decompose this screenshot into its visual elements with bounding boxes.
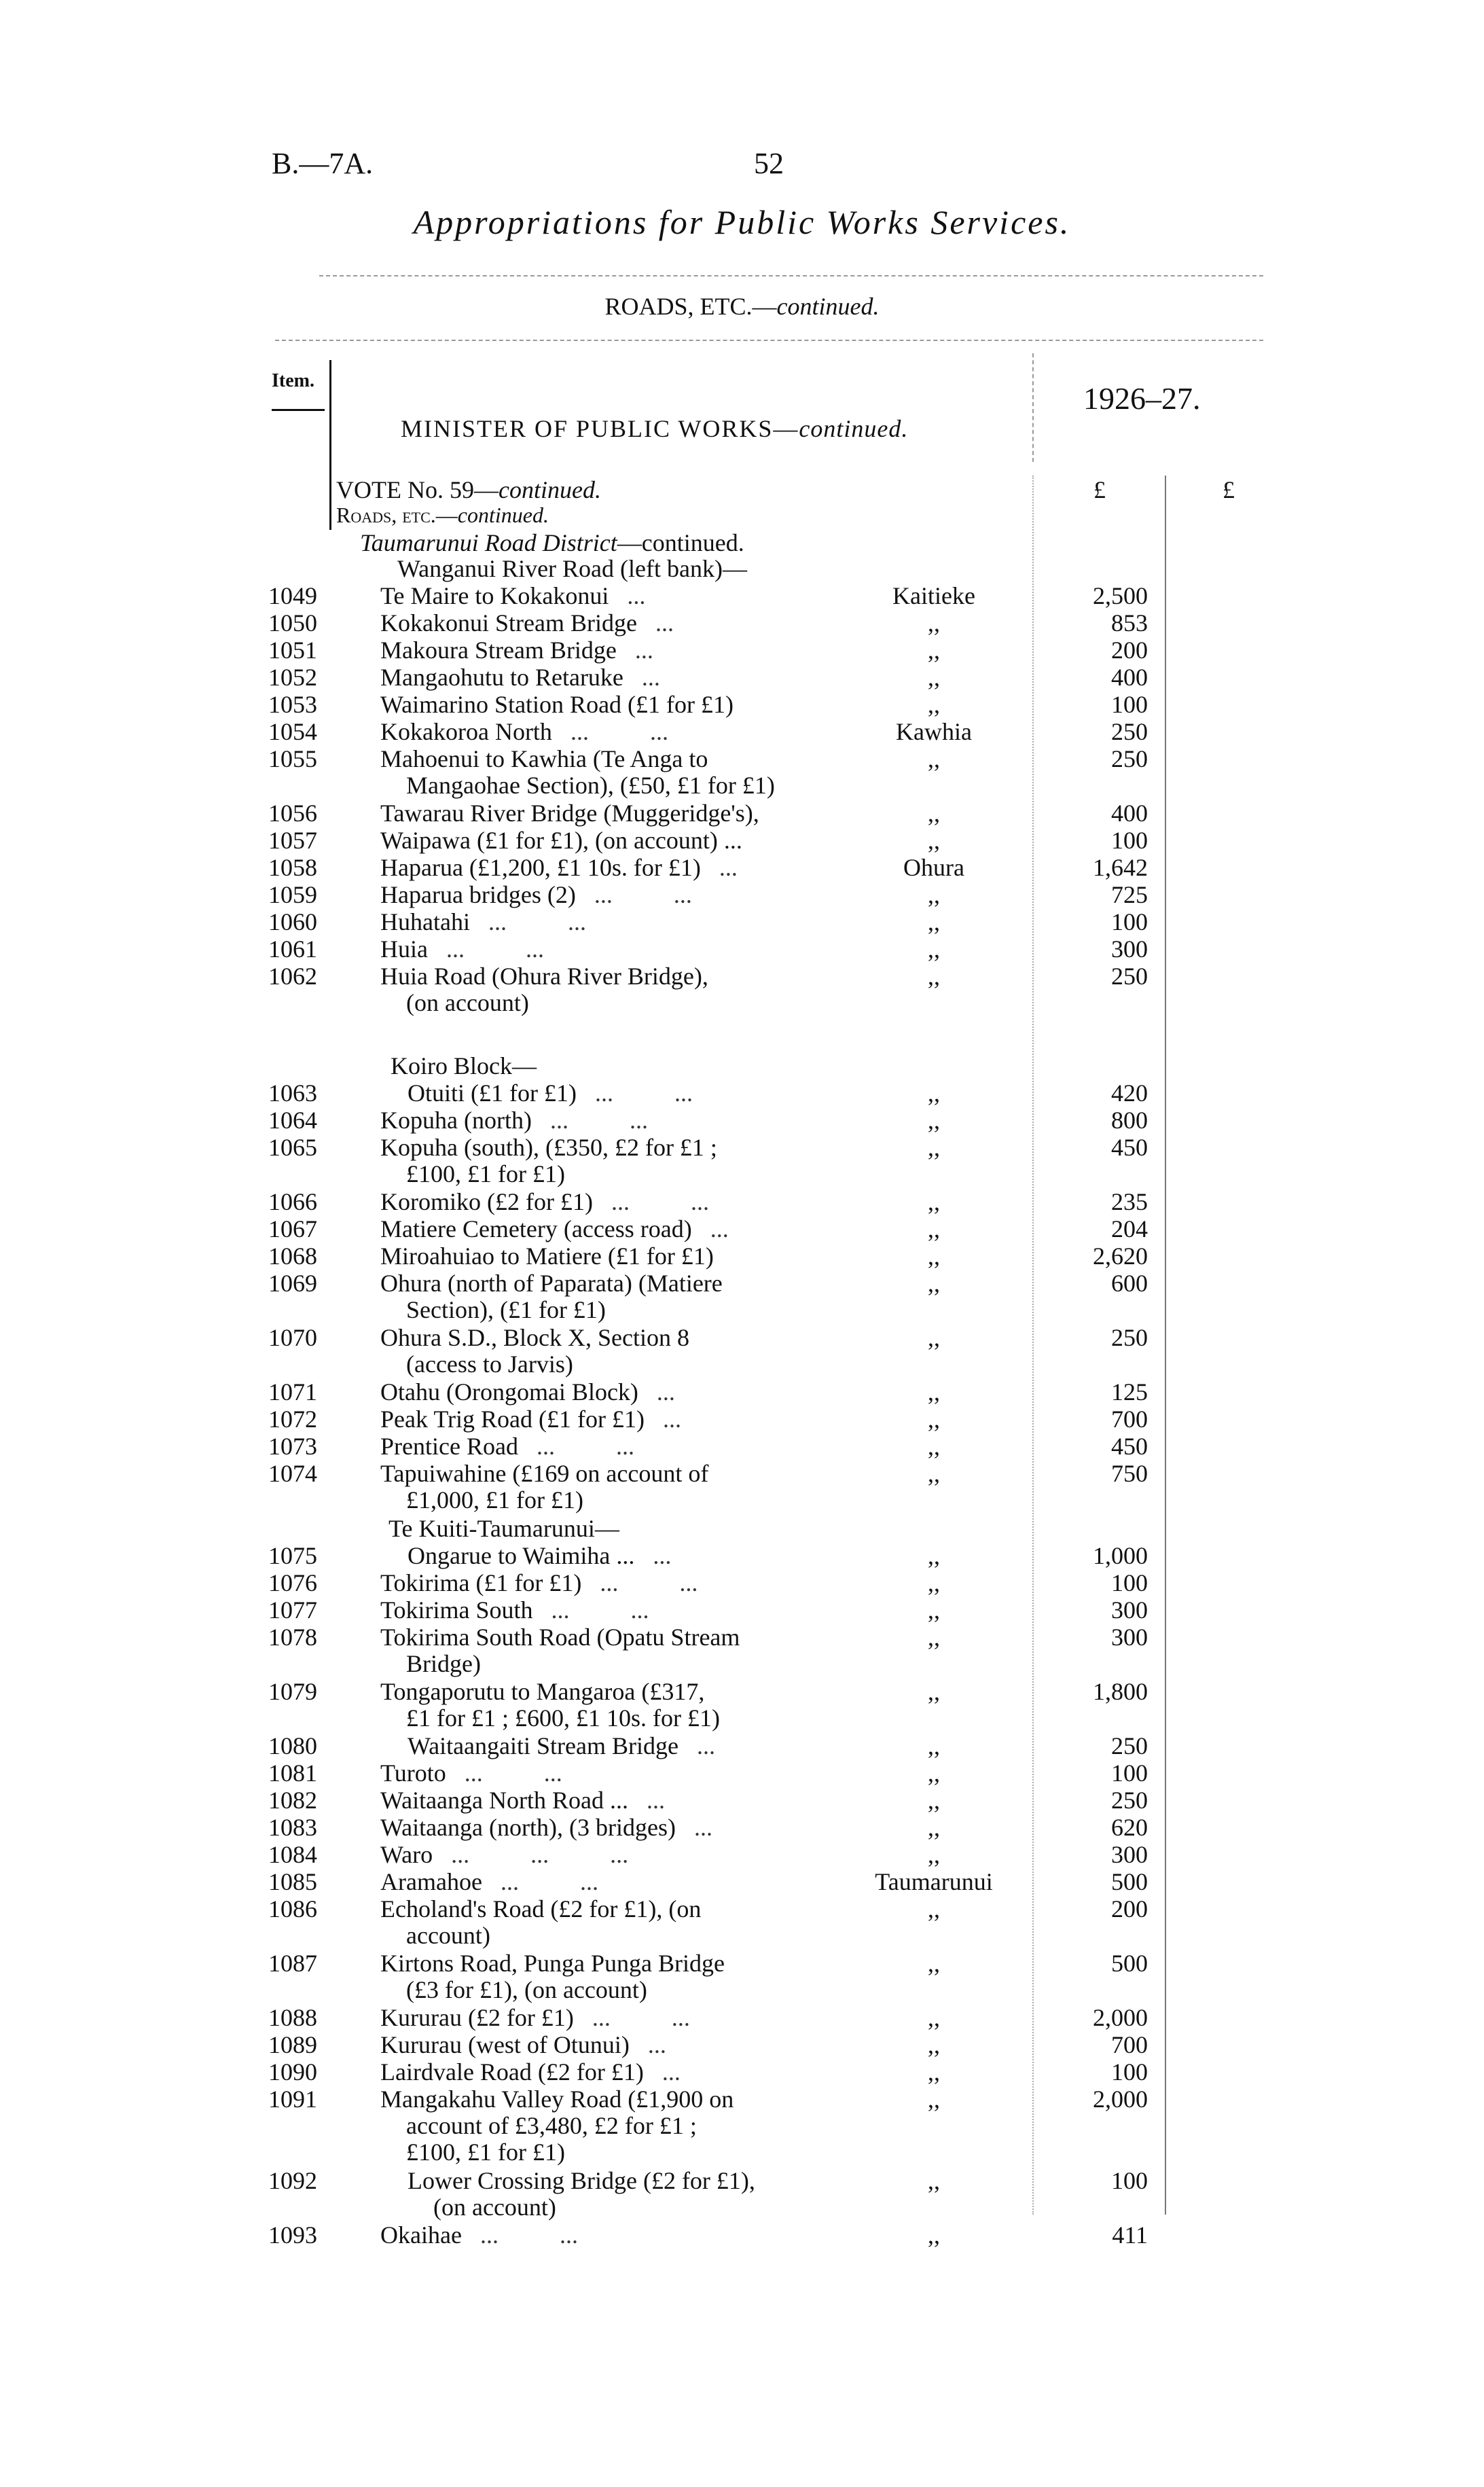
road-district: ,,	[928, 1814, 940, 1841]
item-description	[380, 909, 835, 935]
item-description	[380, 746, 835, 799]
leader-dots: ...	[653, 1542, 672, 1569]
amount: 250	[1111, 963, 1148, 990]
item-number: 1082	[268, 1787, 317, 1814]
amount: 420	[1111, 1079, 1148, 1107]
item-description	[380, 963, 835, 1016]
leader-dots: ... ...	[500, 1868, 598, 1895]
road-district: ,,	[928, 1841, 940, 1868]
amount-total-divider	[1165, 476, 1166, 2215]
item-description	[380, 2032, 835, 2058]
road-district: ,,	[928, 1787, 940, 1814]
item-number: 1061	[268, 935, 317, 963]
item-description	[408, 2168, 835, 2221]
item-number: 1066	[268, 1188, 317, 1215]
description-line: Miroahuiao to Matiere (£1 for £1)	[380, 1242, 714, 1270]
description-continuation: (on account)	[406, 989, 529, 1016]
item-description	[380, 583, 835, 609]
description-line: Okaihae ... ...	[380, 2221, 578, 2249]
item-description	[408, 1080, 835, 1107]
item-number: 1068	[268, 1242, 317, 1270]
road-district: ,,	[928, 2167, 940, 2194]
road-district: ,,	[928, 1596, 940, 1624]
amount: 2,000	[1093, 2086, 1148, 2113]
roads-main: Roads, etc.—	[336, 503, 458, 527]
item-number: 1087	[268, 1950, 317, 1977]
document-reference: B.—7A.	[272, 147, 374, 180]
leader-dots: ... ...	[536, 1433, 634, 1460]
item-number: 1051	[268, 637, 317, 664]
road-district: ,,	[928, 1542, 940, 1569]
road-district: ,,	[928, 935, 940, 963]
road-district: ,,	[928, 2086, 940, 2113]
description-continuation: Mangaohae Section), (£50, £1 for £1)	[406, 772, 775, 799]
item-description	[380, 637, 835, 664]
item-number: 1073	[268, 1433, 317, 1460]
amount: 1,642	[1093, 854, 1148, 881]
item-number: 1057	[268, 827, 317, 854]
item-number: 1089	[268, 2031, 317, 2058]
description-line: Kokakonui Stream Bridge ...	[380, 609, 674, 637]
item-description	[380, 2222, 835, 2249]
road-district: ,,	[928, 2031, 940, 2058]
item-description	[380, 1406, 835, 1433]
road-district: ,,	[928, 691, 940, 718]
district-heading	[360, 529, 744, 557]
amount: 250	[1111, 1732, 1148, 1759]
description-line: Waimarino Station Road (£1 for £1)	[380, 691, 734, 718]
item-number: 1079	[268, 1678, 317, 1705]
description-line: Waitaangaiti Stream Bridge ...	[408, 1732, 715, 1759]
description-line: Tokirima South ... ...	[380, 1596, 649, 1624]
leader-dots: ... ...	[479, 2221, 578, 2249]
amount: 250	[1111, 1324, 1148, 1351]
road-district: ,,	[928, 1678, 940, 1705]
road-district: ,,	[928, 664, 940, 691]
description-line: Lower Crossing Bridge (£2 for £1),	[408, 2167, 755, 2194]
description-line: Te Maire to Kokakonui ...	[380, 582, 646, 609]
item-description	[380, 936, 835, 963]
item-number: 1050	[268, 609, 317, 637]
description-line: Aramahoe ... ...	[380, 1868, 598, 1895]
item-number: 1074	[268, 1460, 317, 1487]
leader-dots: ... ...	[464, 1759, 562, 1787]
road-district: ,,	[928, 637, 940, 664]
description-line: Ohura S.D., Block X, Section 8	[380, 1324, 689, 1351]
description-line: Prentice Road ... ...	[380, 1433, 634, 1460]
amount: 300	[1111, 935, 1148, 963]
road-district: ,,	[928, 1378, 940, 1406]
year-column-header: 1926–27.	[1083, 381, 1201, 416]
description-line: Waitaanga North Road ... ...	[380, 1787, 665, 1814]
item-number: 1067	[268, 1215, 317, 1242]
leader-dots: ... ...	[551, 1596, 649, 1624]
amount: 411	[1112, 2221, 1148, 2249]
leader-dots: ...	[719, 854, 738, 881]
leader-dots: ... ...	[488, 908, 586, 935]
road-district: ,,	[928, 2004, 940, 2031]
description-continuation: £100, £1 for £1)	[406, 1160, 565, 1187]
description-line: Otahu (Orongomai Block) ...	[380, 1378, 675, 1406]
subtitle-continued: continued.	[776, 293, 880, 320]
amount: 200	[1111, 1895, 1148, 1922]
road-district: ,,	[928, 1242, 940, 1270]
description-line: Tapuiwahine (£169 on account of	[380, 1460, 709, 1487]
description-line: Makoura Stream Bridge ...	[380, 637, 653, 664]
tekuiti-group-heading: Te Kuiti-Taumarunui—	[388, 1515, 619, 1542]
amount: 300	[1111, 1596, 1148, 1624]
item-number: 1065	[268, 1134, 317, 1161]
description-continuation: Bridge)	[406, 1650, 481, 1677]
year-column-divider	[1032, 353, 1034, 462]
leader-dots: ... ...	[611, 1188, 709, 1215]
description-line: Kirtons Road, Punga Punga Bridge	[380, 1950, 725, 1977]
leader-dots: ...	[696, 1732, 715, 1759]
description-line: Haparua (£1,200, £1 10s. for £1) ...	[380, 854, 738, 881]
description-line: Kopuha (south), (£350, £2 for £1 ;	[380, 1134, 717, 1161]
item-description	[380, 719, 835, 745]
item-number: 1081	[268, 1759, 317, 1787]
description-line: Huhatahi ... ...	[380, 908, 586, 935]
road-district: ,,	[928, 1732, 940, 1759]
item-description	[380, 1270, 835, 1323]
road-district: ,,	[928, 827, 940, 854]
road-district: ,,	[928, 1950, 940, 1977]
amount: 700	[1111, 2031, 1148, 2058]
amount: 620	[1111, 1814, 1148, 1841]
minister-main: MINISTER OF PUBLIC WORKS—	[401, 415, 799, 442]
item-description	[380, 1189, 835, 1215]
description-line: Kururau (£2 for £1) ... ...	[380, 2004, 690, 2031]
item-description	[380, 1461, 835, 1514]
leader-dots: ...	[634, 637, 653, 664]
item-description	[408, 1733, 835, 1759]
amount: 100	[1111, 827, 1148, 854]
leader-dots: ... ...	[592, 2004, 690, 2031]
road-district: ,,	[928, 1759, 940, 1787]
item-column-divider	[329, 360, 331, 530]
road-district: ,,	[928, 1569, 940, 1596]
amount: 2,500	[1093, 582, 1148, 609]
description-line: Mangakahu Valley Road (£1,900 on	[380, 2086, 734, 2113]
item-description	[380, 800, 835, 827]
road-district: Kaitieke	[892, 582, 975, 609]
subtitle-main: ROADS, ETC.—	[604, 293, 777, 320]
amount: 250	[1111, 718, 1148, 745]
district-amount-divider	[1032, 476, 1034, 2215]
item-description	[380, 2086, 835, 2166]
item-description	[380, 827, 835, 854]
road-district: ,,	[928, 1324, 940, 1351]
road-district: ,,	[928, 1270, 940, 1297]
item-number: 1063	[268, 1079, 317, 1107]
page-number: 52	[754, 147, 784, 180]
vote-main: VOTE No. 59—	[336, 476, 499, 503]
road-district: ,,	[928, 1433, 940, 1460]
item-number: 1052	[268, 664, 317, 691]
description-line: Huia Road (Ohura River Bridge),	[380, 963, 708, 990]
item-description	[380, 1243, 835, 1270]
item-header-rule	[272, 409, 325, 411]
description-line: Echoland's Road (£2 for £1), (on	[380, 1895, 702, 1922]
road-district: ,,	[928, 1215, 940, 1242]
item-description	[380, 1597, 835, 1624]
vote-continued: continued.	[498, 476, 601, 503]
description-continuation: £1 for £1 ; £600, £1 10s. for £1)	[406, 1704, 720, 1732]
road-district: ,,	[928, 963, 940, 990]
item-description	[380, 855, 835, 881]
item-number: 1091	[268, 2086, 317, 2113]
leader-dots: ...	[647, 1787, 665, 1814]
description-continuation: (£3 for £1), (on account)	[406, 1976, 647, 2003]
description-line: Tokirima South Road (Opatu Stream	[380, 1624, 740, 1651]
item-number: 1086	[268, 1895, 317, 1922]
leader-dots: ... ...	[549, 1107, 648, 1134]
description-line: Tongaporutu to Mangaroa (£317,	[380, 1678, 705, 1705]
item-number: 1083	[268, 1814, 317, 1841]
item-description	[380, 610, 835, 637]
amount: 700	[1111, 1406, 1148, 1433]
description-continuation: (access to Jarvis)	[406, 1350, 573, 1378]
item-number: 1053	[268, 691, 317, 718]
leader-dots: ...	[627, 582, 646, 609]
item-column-header: Item.	[272, 370, 314, 391]
item-description	[380, 664, 835, 691]
leader-dots: ... ...	[594, 1079, 693, 1107]
description-continuation: account of £3,480, £2 for £1 ;	[406, 2112, 697, 2139]
item-number: 1059	[268, 881, 317, 908]
item-description	[380, 1379, 835, 1406]
description-line: Ongarue to Waimiha ... ...	[408, 1542, 672, 1569]
road-district: ,,	[928, 1079, 940, 1107]
leader-dots: ...	[662, 2058, 681, 2086]
amount: 100	[1111, 2058, 1148, 2086]
item-description	[380, 2005, 835, 2031]
item-description	[380, 1842, 835, 1868]
item-number: 1062	[268, 963, 317, 990]
item-number: 1078	[268, 1624, 317, 1651]
road-district: ,,	[928, 1460, 940, 1487]
road-district: ,,	[928, 908, 940, 935]
leader-dots: ...	[663, 1406, 681, 1433]
description-line: Waro ... ... ...	[380, 1841, 629, 1868]
amount: 100	[1111, 908, 1148, 935]
item-number: 1060	[268, 908, 317, 935]
item-number: 1049	[268, 582, 317, 609]
amount: 750	[1111, 1460, 1148, 1487]
amount: 2,620	[1093, 1242, 1148, 1270]
amount: 1,800	[1093, 1678, 1148, 1705]
item-number: 1072	[268, 1406, 317, 1433]
road-district: ,,	[928, 1895, 940, 1922]
leader-dots: ... ...	[446, 935, 544, 963]
amount: 800	[1111, 1107, 1148, 1134]
description-line: Kokakoroa North ... ...	[380, 718, 668, 745]
vote-heading	[336, 476, 601, 504]
section-subtitle	[0, 292, 1484, 321]
leader-dots: ... ...	[600, 1569, 698, 1596]
item-description	[380, 1950, 835, 2003]
wanganui-group-heading: Wanganui River Road (left bank)—	[397, 555, 747, 582]
item-description	[380, 1787, 835, 1814]
road-district: ,,	[928, 745, 940, 772]
item-number: 1070	[268, 1324, 317, 1351]
description-line: Peak Trig Road (£1 for £1) ...	[380, 1406, 681, 1433]
amount: 400	[1111, 800, 1148, 827]
item-description	[380, 882, 835, 908]
leader-dots: ...	[647, 2031, 666, 2058]
minister-continued: continued.	[799, 415, 909, 442]
item-number: 1054	[268, 718, 317, 745]
description-continuation: £1,000, £1 for £1)	[406, 1486, 583, 1514]
road-district: Kawhia	[896, 718, 972, 745]
item-description	[380, 1896, 835, 1949]
district-continued: —continued.	[617, 529, 744, 556]
item-description	[380, 1679, 835, 1732]
description-line: Haparua bridges (2) ... ...	[380, 881, 692, 908]
item-description	[380, 1760, 835, 1787]
item-description	[380, 1570, 835, 1596]
item-number: 1084	[268, 1841, 317, 1868]
description-continuation: £100, £1 for £1)	[406, 2139, 565, 2166]
road-district: ,,	[928, 800, 940, 827]
amount: 100	[1111, 1569, 1148, 1596]
description-line: Waitaanga (north), (3 bridges) ...	[380, 1814, 712, 1841]
description-line: Matiere Cemetery (access road) ...	[380, 1215, 729, 1242]
amount: 100	[1111, 691, 1148, 718]
leader-dots: ... ... ...	[451, 1841, 629, 1868]
item-number: 1069	[268, 1270, 317, 1297]
amount: 500	[1111, 1950, 1148, 1977]
road-district: ,,	[928, 1107, 940, 1134]
road-district: ,,	[928, 1188, 940, 1215]
pound-sign-column-2: £	[1223, 476, 1235, 503]
item-number: 1064	[268, 1107, 317, 1134]
leader-dots: ... ...	[570, 718, 668, 745]
description-line: Kururau (west of Otunui) ...	[380, 2031, 666, 2058]
item-description	[408, 1543, 835, 1569]
table-top-rule	[275, 340, 1263, 341]
item-number: 1088	[268, 2004, 317, 2031]
item-number: 1058	[268, 854, 317, 881]
item-description	[380, 692, 835, 718]
description-continuation: Section), (£1 for £1)	[406, 1296, 606, 1323]
description-line: Huia ... ...	[380, 935, 544, 963]
description-line: Tawarau River Bridge (Muggeridge's),	[380, 800, 759, 827]
roads-heading	[336, 503, 549, 528]
amount: 250	[1111, 1787, 1148, 1814]
road-district: ,,	[928, 2221, 940, 2249]
road-district: ,,	[928, 609, 940, 637]
road-district: ,,	[928, 2058, 940, 2086]
amount: 450	[1111, 1433, 1148, 1460]
title-divider	[319, 275, 1263, 276]
district-name: Taumarunui Road District	[360, 529, 617, 556]
leader-dots: ...	[710, 1215, 729, 1242]
item-number: 1090	[268, 2058, 317, 2086]
amount: 300	[1111, 1841, 1148, 1868]
amount: 725	[1111, 881, 1148, 908]
item-number: 1077	[268, 1596, 317, 1624]
amount: 100	[1111, 1759, 1148, 1787]
item-number: 1075	[268, 1542, 317, 1569]
description-line: Mahoenui to Kawhia (Te Anga to	[380, 745, 708, 772]
road-district: Ohura	[903, 854, 964, 881]
description-line: Otuiti (£1 for £1) ... ...	[408, 1079, 693, 1107]
description-line: Lairdvale Road (£2 for £1) ...	[380, 2058, 681, 2086]
road-district: ,,	[928, 1406, 940, 1433]
description-line: Turoto ... ...	[380, 1759, 562, 1787]
item-number: 1080	[268, 1732, 317, 1759]
amount: 204	[1111, 1215, 1148, 1242]
amount: 125	[1111, 1378, 1148, 1406]
description-line: Tokirima (£1 for £1) ... ...	[380, 1569, 698, 1596]
item-number: 1056	[268, 800, 317, 827]
description-line: Kopuha (north) ... ...	[380, 1107, 648, 1134]
item-description	[380, 1433, 835, 1460]
item-description	[380, 1814, 835, 1841]
item-number: 1093	[268, 2221, 317, 2249]
description-line: Waipawa (£1 for £1), (on account) ...	[380, 827, 742, 854]
koiro-group-heading: Koiro Block—	[391, 1052, 537, 1079]
description-continuation: (on account)	[433, 2194, 556, 2221]
item-number: 1092	[268, 2167, 317, 2194]
amount: 1,000	[1093, 1542, 1148, 1569]
road-district: ,,	[928, 881, 940, 908]
roads-continued: continued.	[457, 503, 549, 527]
item-description	[380, 1869, 835, 1895]
amount: 2,000	[1093, 2004, 1148, 2031]
item-number: 1071	[268, 1378, 317, 1406]
leader-dots: ...	[641, 664, 660, 691]
item-description	[380, 2059, 835, 2086]
leader-dots: ...	[655, 609, 674, 637]
item-description	[380, 1134, 835, 1187]
leader-dots: ... ...	[594, 881, 692, 908]
description-line: Koromiko (£2 for £1) ... ...	[380, 1188, 709, 1215]
amount: 400	[1111, 664, 1148, 691]
minister-heading	[401, 414, 908, 443]
description-line: Ohura (north of Paparata) (Matiere	[380, 1270, 723, 1297]
amount: 200	[1111, 637, 1148, 664]
description-continuation: account)	[406, 1922, 490, 1949]
page-title: Appropriations for Public Works Services.	[413, 203, 1071, 241]
item-description	[380, 1624, 835, 1677]
item-number: 1085	[268, 1868, 317, 1895]
item-number: 1055	[268, 745, 317, 772]
amount: 300	[1111, 1624, 1148, 1651]
item-description	[380, 1107, 835, 1134]
amount: 600	[1111, 1270, 1148, 1297]
item-description	[380, 1325, 835, 1378]
amount: 100	[1111, 2167, 1148, 2194]
item-description	[380, 1216, 835, 1242]
pound-sign-column-1: £	[1093, 476, 1106, 503]
leader-dots: ...	[656, 1378, 675, 1406]
amount: 853	[1111, 609, 1148, 637]
amount: 500	[1111, 1868, 1148, 1895]
item-number: 1076	[268, 1569, 317, 1596]
description-line: Mangaohutu to Retaruke ...	[380, 664, 660, 691]
road-district: ,,	[928, 1134, 940, 1161]
amount: 450	[1111, 1134, 1148, 1161]
leader-dots: ...	[693, 1814, 712, 1841]
amount: 250	[1111, 745, 1148, 772]
road-district: ,,	[928, 1624, 940, 1651]
amount: 235	[1111, 1188, 1148, 1215]
road-district: Taumarunui	[875, 1868, 993, 1895]
